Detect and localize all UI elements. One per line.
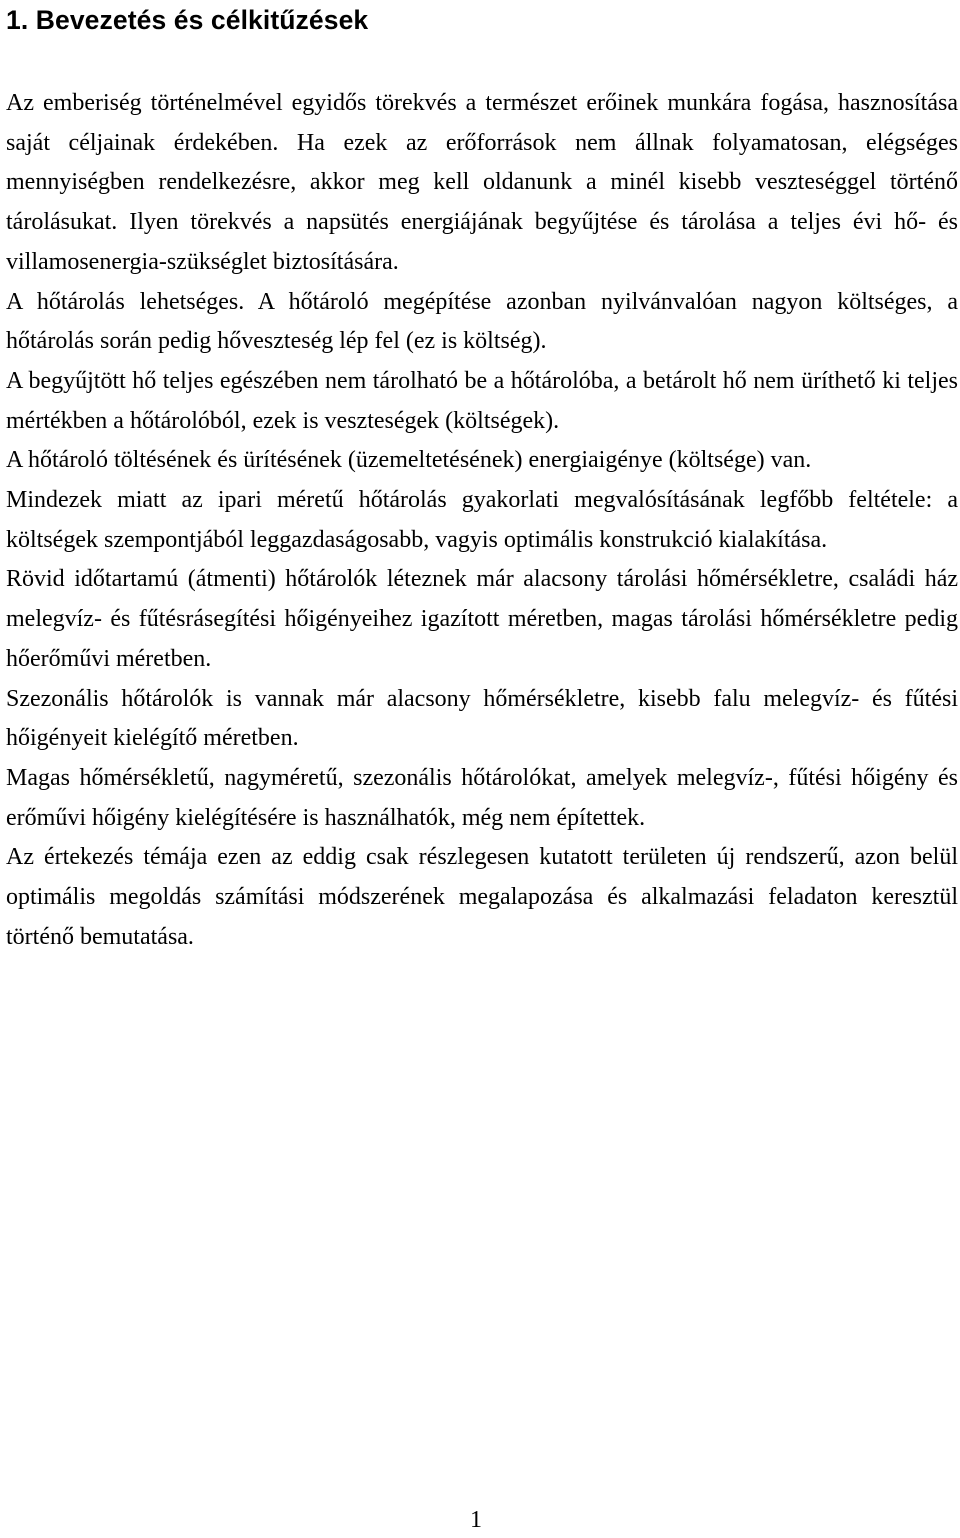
section-heading: 1. Bevezetés és célkitűzések: [6, 5, 369, 35]
section-body: [6, 84, 958, 957]
paragraph-4: A hőtároló töltésének és ürítésének (üzemeltetésének) energiaigénye (költsége) van.: [6, 447, 812, 474]
paragraph-7: Szezonális hőtárolók is vannak már alacsony hőmérsékletre, kisebb falu melegvíz- és fűtési hőigényeit kielégítő méretben.: [6, 685, 958, 752]
paragraph-3: A begyűjtött hő teljes egészében nem tárolható be a hőtárolóba, a betárolt hő nem üríthető ki teljes mértékben a hőtárolóból, ezek is veszteségek (költségek).: [6, 367, 958, 434]
paragraph-8: Magas hőmérsékletű, nagyméretű, szezonális hőtárolókat, amelyek melegvíz-, fűtési hőigény és erőművi hőigény kielégítésére is használhatók, még nem építettek.: [6, 764, 958, 831]
paragraph-9: Az értekezés témája ezen az eddig csak részlegesen kutatott területen új rendszerű, azon belül optimális megoldás számítási módszerének megalapozása és alkalmazási feladaton keresztül történő bemutatása.: [6, 844, 958, 950]
document-page: [6, 0, 958, 1538]
paragraph-6: Rövid időtartamú (átmenti) hőtárolók léteznek már alacsony tárolási hőmérsékletre, családi ház melegvíz- és fűtésrásegítési hőigényeihez igazított méretben, magas tárolási hőmérsékletre pedig hőerőművi méretben.: [6, 566, 958, 672]
page-number: 1: [470, 1507, 482, 1533]
paragraph-1: Az emberiség történelmével egyidős törekvés a természet erőinek munkára fogása, hasznosítása saját céljainak érdekében. Ha ezek az erőforrások nem állnak folyamatosan, elégséges mennyiségben rendelkezésre, akkor meg kell oldanunk a minél kisebb veszteséggel történő tárolásukat. Ilyen törekvés a napsütés energiájának begyűjtése és tárolása a teljes évi hő- és villamosenergia-szükséglet biztosítására.: [6, 90, 958, 275]
paragraph-5: Mindezek miatt az ipari méretű hőtárolás gyakorlati megvalósításának legfőbb feltétele: a költségek szempontjából leggazdaságosabb, vagyis optimális konstrukció kialakítása.: [6, 487, 958, 553]
paragraph-2: A hőtárolás lehetséges. A hőtároló megépítése azonban nyilvánvalóan nagyon költséges, a hőtárolás során pedig hőveszteség lép fel (ez is költség).: [6, 288, 958, 355]
